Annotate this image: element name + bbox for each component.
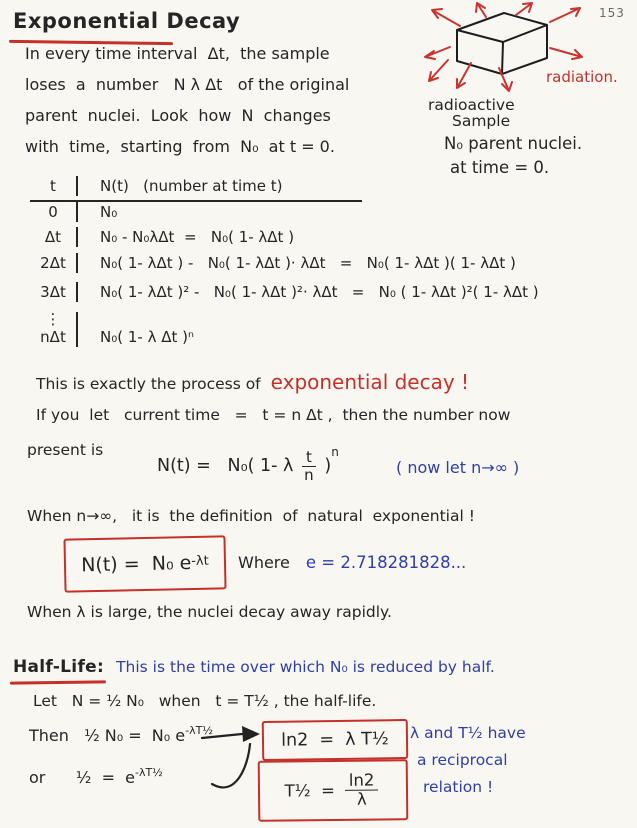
- nt-limit-equation: [157, 445, 339, 484]
- boxed-thalf-equation: [258, 759, 409, 822]
- decay-law-exponent: -λt: [191, 553, 209, 570]
- thalf-fraction: $\frac{\ln 2}{\lambda}$: [345, 771, 379, 809]
- table-row: 3Δt N₀( 1- λΔt )² - N₀( 1- λΔt )²· λΔt = N₀ ( 1- λΔt )²( 1- λΔt ): [30, 282, 539, 312]
- intro-line: parent nuclei. Look how N changes: [25, 106, 331, 125]
- decay-statement: [36, 370, 469, 394]
- or-exponent: -λT½: [134, 766, 163, 779]
- decay-table: [30, 176, 539, 355]
- reciprocal-note-line: relation !: [423, 778, 494, 796]
- page-title: Exponential Decay: [13, 9, 241, 33]
- halflife-or-equation: or ½ = e $^{-\lambda T\frac{1}{2}}$: [29, 766, 163, 787]
- figure-caption: radioactive: [428, 96, 515, 114]
- thalf-equation: T½ = $\frac{\ln 2}{\lambda}$: [284, 771, 381, 809]
- halflife-heading-note: This is the time over which N₀ is reduced by half.: [116, 658, 495, 676]
- decay-statement-red: exponential decay !: [270, 370, 470, 394]
- halflife-heading: Half-Life:: [13, 657, 105, 677]
- figure-caption: Sample: [452, 112, 511, 130]
- ln2-equation: ln2 = λ T½: [281, 729, 389, 751]
- eq-fraction: $\frac{t}{n}$: [302, 449, 316, 483]
- euler-value: e = 2.718281828...: [305, 553, 467, 572]
- intro-line: loses a number N λ Δt of the original: [25, 75, 350, 94]
- radiation-label: radiation.: [546, 68, 618, 86]
- figure-caption: N₀ parent nuclei.: [444, 134, 583, 153]
- table-row: nΔt N₀( 1- λ Δt )ⁿ: [30, 327, 539, 355]
- table-header-row: [30, 176, 362, 202]
- halflife-let-line: Let N = ½ N₀ when t = T½ , the half-life.: [33, 692, 377, 710]
- decay-line2: If you let current time = t = n Δt , then the number now: [36, 406, 511, 424]
- intro-line: with time, starting from N₀ at t = 0.: [25, 137, 335, 156]
- natural-exp-line: When n→∞, it is the definition of natural exponential !: [27, 507, 475, 525]
- halflife-then-equation: Then ½ N₀ = N₀ e $^{-\lambda T\frac{1}{2}}$: [29, 724, 213, 745]
- boxed-decay-law: [63, 535, 226, 592]
- table-row: Δt N₀ - N₀λΔt = N₀( 1- λΔt ): [30, 227, 539, 253]
- euler-number-note: [238, 553, 466, 572]
- radioactive-sample-figure: [398, 0, 637, 110]
- table-row: 2Δt N₀( 1- λΔt ) - N₀( 1- λΔt )· λΔt = N₀( 1- λΔt )( 1- λΔt ): [30, 253, 539, 282]
- page-number: 153: [599, 6, 625, 20]
- intro-line: In every time interval Δt, the sample: [25, 44, 330, 63]
- boxed-ln2-equation: [262, 719, 409, 761]
- halflife-underline: [10, 680, 106, 684]
- table-row: 0 N₀: [30, 202, 539, 227]
- decay-line3: present is: [27, 441, 104, 459]
- then-exponent: -λT½: [185, 724, 213, 737]
- lambda-large-line: When λ is large, the nuclei decay away rapidly.: [27, 603, 392, 621]
- eq-pre: N(t) = N₀( 1- λ: [157, 456, 299, 476]
- decay-statement-black: This is exactly the process of: [36, 375, 261, 393]
- eq-exponent: n: [331, 445, 339, 459]
- where-label: Where: [238, 553, 290, 572]
- figure-caption: at time = 0.: [450, 158, 550, 177]
- eq-close: ): [318, 456, 332, 476]
- table-header-n: N(t) (number at time t): [100, 177, 283, 195]
- decay-law-equation: N(t) = N₀ e -λt: [80, 552, 209, 577]
- limit-note: ( now let n→∞ ): [396, 458, 520, 477]
- table-header-t: t: [30, 176, 78, 196]
- reciprocal-note-line: λ and T½ have: [410, 724, 526, 742]
- reciprocal-note-line: a reciprocal: [417, 751, 508, 769]
- halflife-heading-row: [13, 657, 495, 677]
- table-row-ellipsis: ⋮: [30, 312, 539, 327]
- intro-paragraph: [25, 44, 349, 168]
